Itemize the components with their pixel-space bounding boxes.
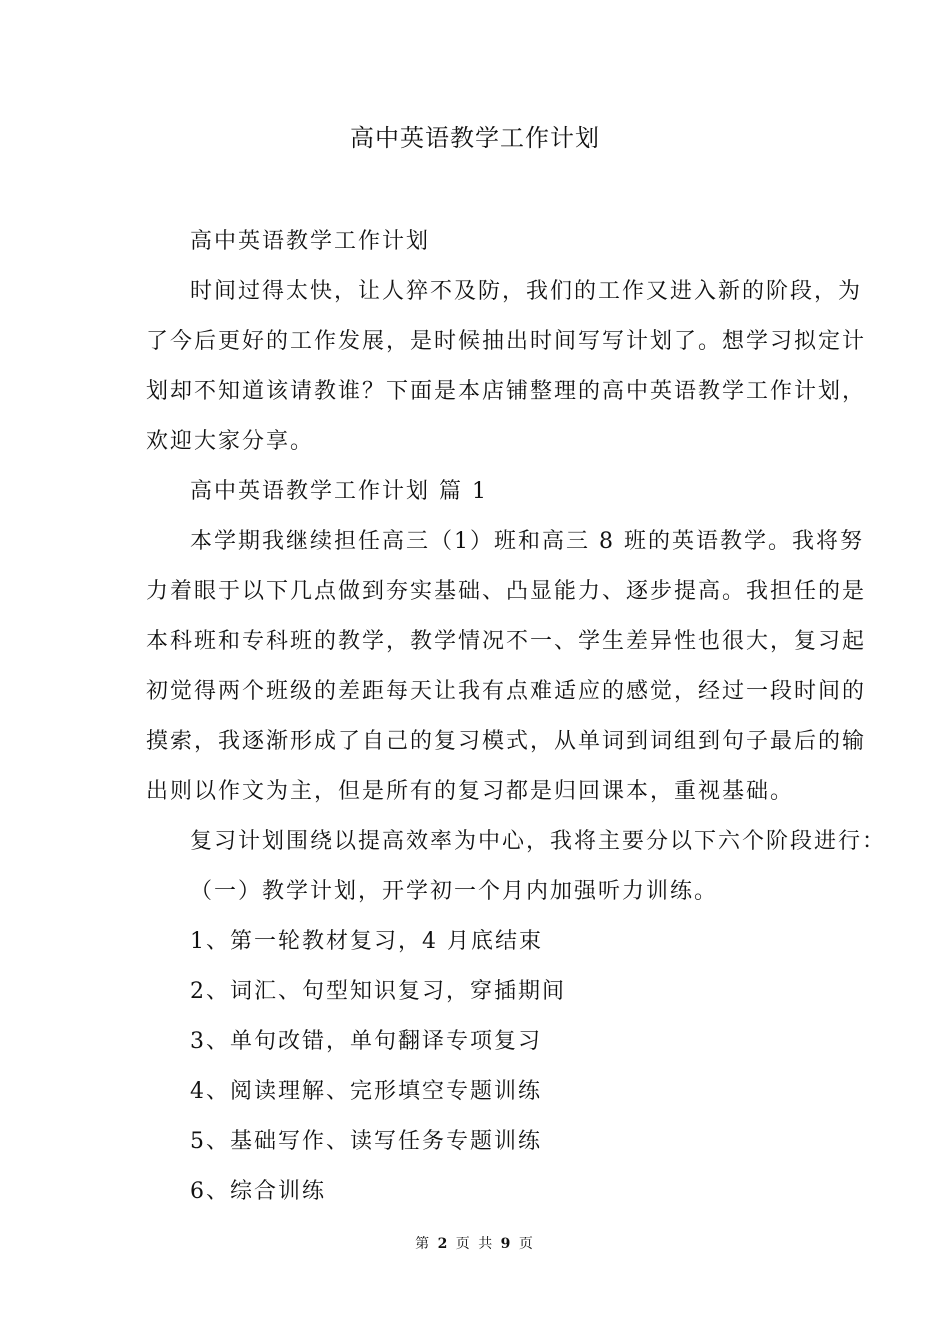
intro-line: 了今后更好的工作发展，是时候抽出时间写写计划了。想学习拟定计 [146,329,867,354]
list-item: 4、阅读理解、完形填空专题训练 [190,1079,542,1104]
footer-prefix: 第 [415,1236,432,1252]
footer-total-pages: 9 [500,1236,513,1252]
paragraph-line: 摸索，我逐渐形成了自己的复习模式，从单词到词组到句子最后的输 [146,729,867,754]
footer-suffix: 页 [518,1236,535,1252]
intro-line: 欢迎大家分享。 [146,429,315,454]
paragraph-line: 出则以作文为主，但是所有的复习都是归回课本，重视基础。 [146,779,795,804]
page-footer [0,1233,950,1253]
intro-line: 时间过得太快，让人猝不及防，我们的工作又进入新的阶段，为 [190,279,863,304]
paragraph-line: 复习计划围绕以提高效率为中心，我将主要分以下六个阶段进行： [190,829,887,854]
list-item: 5、基础写作、读写任务专题训练 [190,1129,542,1154]
footer-middle: 页 共 [455,1236,495,1252]
section-title: 高中英语教学工作计划 篇 1 [190,479,488,504]
document-heading: 高中英语教学工作计划 [190,229,431,254]
paragraph-line: 本学期我继续担任高三（1）班和高三 8 班的英语教学。我将努 [190,529,864,554]
plan-item: （一）教学计划，开学初一个月内加强听力训练。 [190,879,719,904]
paragraph-line: 本科班和专科班的教学，教学情况不一、学生差异性也很大，复习起 [146,629,867,654]
paragraph-line: 初觉得两个班级的差距每天让我有点难适应的感觉，经过一段时间的 [146,679,867,704]
list-item: 2、词汇、句型知识复习，穿插期间 [190,979,566,1004]
list-item: 6、综合训练 [190,1179,326,1204]
list-item: 1、第一轮教材复习，4 月底结束 [190,929,543,954]
paragraph-line: 力着眼于以下几点做到夯实基础、凸显能力、逐步提高。我担任的是 [146,579,867,604]
list-item: 3、单句改错，单句翻译专项复习 [190,1029,542,1054]
footer-page-number: 2 [437,1236,450,1252]
document-title: 高中英语教学工作计划 [350,124,600,152]
intro-line: 划却不知道该请教谁？下面是本店铺整理的高中英语教学工作计划， [146,379,867,404]
